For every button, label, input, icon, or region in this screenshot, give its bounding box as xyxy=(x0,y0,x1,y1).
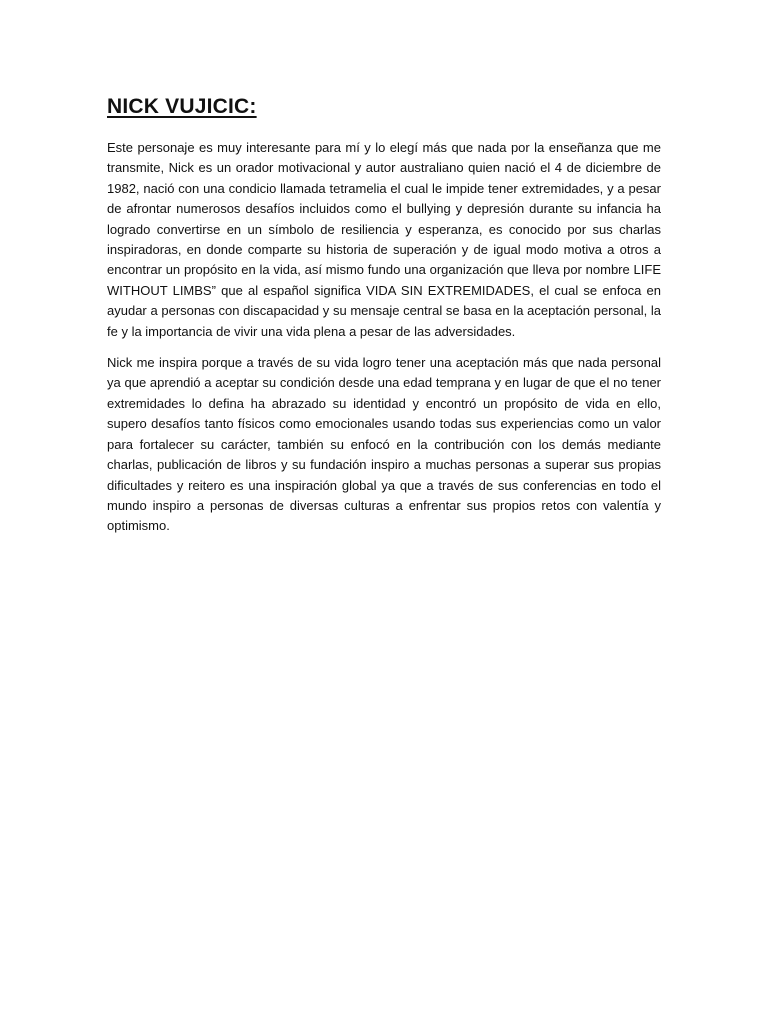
paragraph-2: Nick me inspira porque a través de su vida logro tener una aceptación más que nada personal ya que aprendió a aceptar su condición desde una edad temprana y en lugar de que el no tener extremidades lo defina ha abrazado su identidad y encontró un propósito de vida en ello, supero desafíos tanto físicos como emocionales usando todas sus experiencias como un valor para fortalecer su carácter, también su enfocó en la contribución con los demás mediante charlas, publicación de libros y su fundación inspiro a muchas personas a superar sus propias dificultades y reitero es una inspiración global ya que a través de sus conferencias en todo el mundo inspiro a personas de diversas culturas a enfrentar sus propios retos con valentía y optimismo. xyxy=(107,355,661,534)
document-body xyxy=(107,92,661,548)
paragraph-1: Este personaje es muy interesante para mí y lo elegí más que nada por la enseñanza que me transmite, Nick es un orador motivacional y autor australiano quien nació el 4 de diciembre de 1982, nació con una condicio llamada tetramelia el cual le impide tener extremidades, y a pesar de afrontar numerosos desafíos incluidos como el bullying y depresión durante su infancia ha logrado convertirse en un símbolo de resiliencia y esperanza, es conocido por sus charlas inspiradoras, en donde comparte su historia de superación y de igual modo motiva a otros a encontrar un propósito en la vida, así mismo fundo una organización que lleva por nombre LIFE WITHOUT LIMBS” que al español significa VIDA SIN EXTREMIDADES, el cual se enfoca en ayudar a personas con discapacidad y su mensaje central se basa en la aceptación personal, la fe y la importancia de vivir una vida plena a pesar de las adversidades. xyxy=(107,140,661,339)
document-title: NICK VUJICIC: xyxy=(107,95,257,118)
